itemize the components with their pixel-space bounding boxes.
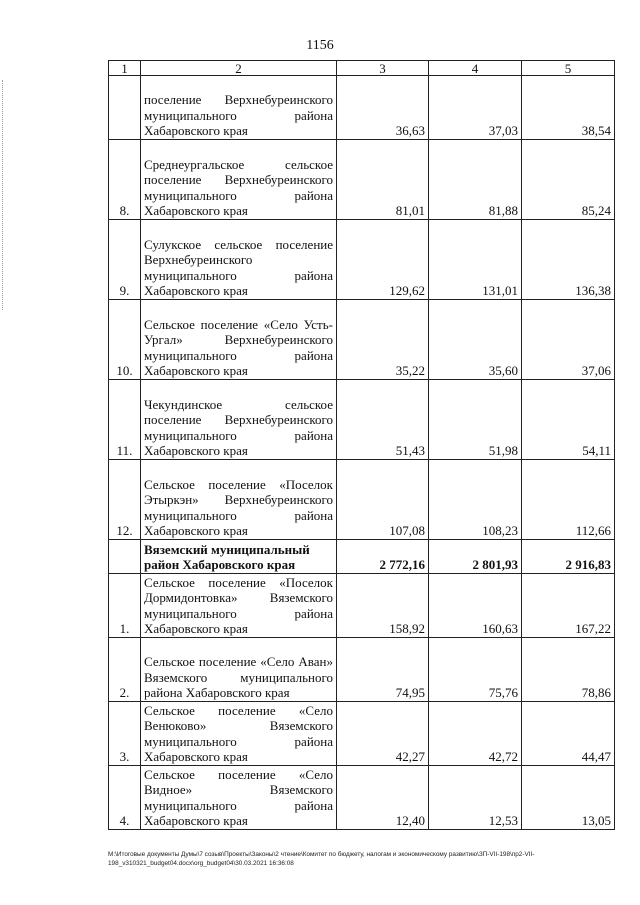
row-number: 4.	[109, 766, 141, 830]
table-row	[109, 766, 615, 830]
header-col-3: 3	[337, 61, 429, 76]
value-col-4: 37,03	[429, 76, 522, 140]
value-col-5: 38,54	[522, 76, 615, 140]
value-col-5: 37,06	[522, 300, 615, 380]
value-col-4: 35,60	[429, 300, 522, 380]
value-col-3: 74,95	[337, 638, 429, 702]
row-number: 2.	[109, 638, 141, 702]
value-col-4: 81,88	[429, 140, 522, 220]
header-col-4: 4	[429, 61, 522, 76]
page-number: 1156	[306, 38, 334, 53]
row-name: Среднеургальское сельское поселение Верхнебуреинского муниципального района Хабаровского края	[141, 140, 337, 220]
value-col-5: 85,24	[522, 140, 615, 220]
value-col-4: 42,72	[429, 702, 522, 766]
value-col-5: 78,86	[522, 638, 615, 702]
row-name: Сельское поселение «Поселок Этыркэн» Верхнебуреинского муниципального района Хабаровского края	[141, 460, 337, 540]
value-col-5: 54,11	[522, 380, 615, 460]
value-col-4: 131,01	[429, 220, 522, 300]
value-col-3: 81,01	[337, 140, 429, 220]
value-col-5: 112,66	[522, 460, 615, 540]
row-name: Сулукское сельское поселение Верхнебуреинского муниципального района Хабаровского края	[141, 220, 337, 300]
table-row	[109, 540, 615, 574]
value-col-4: 75,76	[429, 638, 522, 702]
value-col-4: 51,98	[429, 380, 522, 460]
row-number: 11.	[109, 380, 141, 460]
value-col-5: 136,38	[522, 220, 615, 300]
row-number: 1.	[109, 574, 141, 638]
value-col-4: 12,53	[429, 766, 522, 830]
value-col-3: 36,63	[337, 76, 429, 140]
table-row	[109, 638, 615, 702]
value-col-3: 35,22	[337, 300, 429, 380]
value-col-3: 12,40	[337, 766, 429, 830]
value-col-5: 13,05	[522, 766, 615, 830]
budget-table	[108, 60, 615, 830]
value-col-3: 129,62	[337, 220, 429, 300]
table-row	[109, 76, 615, 140]
value-col-5: 167,22	[522, 574, 615, 638]
table-row	[109, 702, 615, 766]
row-name: Сельское поселение «Село Усть-Ургал» Верхнебуреинского муниципального района Хабаровского края	[141, 300, 337, 380]
table-row	[109, 380, 615, 460]
row-name: Сельское поселение «Село Видное» Вяземского муниципального района Хабаровского края	[141, 766, 337, 830]
header-col-1: 1	[109, 61, 141, 76]
row-name: Сельское поселение «Поселок Дормидонтовка» Вяземского муниципального района Хабаровского края	[141, 574, 337, 638]
margin-mark	[2, 80, 4, 310]
row-number: 3.	[109, 702, 141, 766]
header-col-5: 5	[522, 61, 615, 76]
value-col-3: 42,27	[337, 702, 429, 766]
table-row	[109, 460, 615, 540]
value-col-5: 2 916,83	[522, 540, 615, 574]
row-number: 8.	[109, 140, 141, 220]
row-number	[109, 540, 141, 574]
table-row	[109, 574, 615, 638]
row-name: поселение Верхнебуреинского муниципального района Хабаровского края	[141, 76, 337, 140]
value-col-3: 2 772,16	[337, 540, 429, 574]
value-col-3: 107,08	[337, 460, 429, 540]
row-number: 9.	[109, 220, 141, 300]
table-row	[109, 220, 615, 300]
row-name: Чекундинское сельское поселение Верхнебуреинского муниципального района Хабаровского края	[141, 380, 337, 460]
row-number: 12.	[109, 460, 141, 540]
value-col-3: 158,92	[337, 574, 429, 638]
row-name: Сельское поселение «Село Венюково» Вяземского муниципального района Хабаровского края	[141, 702, 337, 766]
header-row	[109, 61, 615, 76]
row-number: 10.	[109, 300, 141, 380]
value-col-3: 51,43	[337, 380, 429, 460]
row-name: Сельское поселение «Село Аван» Вяземского муниципального района Хабаровского края	[141, 638, 337, 702]
row-name: Вяземский муниципальный район Хабаровского края	[141, 540, 337, 574]
value-col-4: 160,63	[429, 574, 522, 638]
value-col-5: 44,47	[522, 702, 615, 766]
value-col-4: 2 801,93	[429, 540, 522, 574]
header-col-2: 2	[141, 61, 337, 76]
table-row	[109, 300, 615, 380]
table-row	[109, 140, 615, 220]
value-col-4: 108,23	[429, 460, 522, 540]
document-path-footer: M:\Итоговые документы Думы\7 созыв\Проекты\Законы\2 чтение\Комитет по бюджету, налогам и экономическому развитию\ЗП-VII-198\пр2-VII-198_v310321_budget04.docx\org_budget04\30.03.2021 16:36:08	[108, 851, 535, 867]
row-number	[109, 76, 141, 140]
